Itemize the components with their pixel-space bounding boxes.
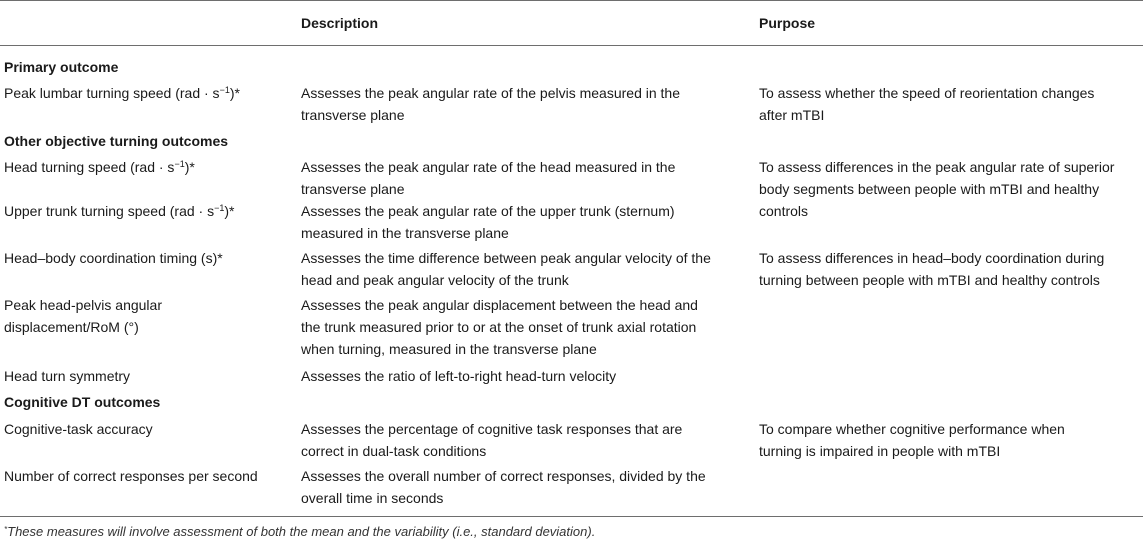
header-rule bbox=[0, 45, 1143, 46]
section-other-turning-outcomes: Other objective turning outcomes bbox=[4, 133, 229, 149]
header-description: Description bbox=[301, 15, 379, 31]
row-upper-trunk-description: Assesses the peak angular rate of the upper trunk (sternum) measured in the transverse plane bbox=[301, 203, 675, 241]
row-upper-trunk-name: Upper trunk turning speed $(rad \cdot s^{-1})*$ bbox=[4, 203, 235, 219]
row-correct-responses-description: Assesses the overall number of correct responses, divided by the overall time in seconds bbox=[301, 468, 706, 506]
table-bottom-rule bbox=[0, 516, 1143, 517]
row-head-turn-symmetry-name: Head turn symmetry bbox=[4, 368, 131, 384]
section-cognitive-dt-outcomes: Cognitive DT outcomes bbox=[4, 394, 161, 410]
row-coordination-description: Assesses the time difference between peak angular velocity of the head and peak angular velocity of the trunk bbox=[301, 250, 711, 288]
row-head-turn-symmetry-description: Assesses the ratio of left-to-right head-turn velocity bbox=[301, 368, 617, 384]
table-top-rule bbox=[0, 0, 1143, 1]
table-footnote: *These measures will involve assessment of both the mean and the variability (i.e., standard deviation). bbox=[4, 524, 596, 539]
row-head-speed-description: Assesses the peak angular rate of the head measured in the transverse plane bbox=[301, 159, 676, 197]
row-cognitive-accuracy-name: Cognitive-task accuracy bbox=[4, 421, 153, 437]
section-primary-outcome: Primary outcome bbox=[4, 59, 119, 75]
row-cognitive-accuracy-description: Assesses the percentage of cognitive task responses that are correct in dual-task conditions bbox=[301, 421, 683, 459]
row-lumbar-description: Assesses the peak angular rate of the pelvis measured in the transverse plane bbox=[301, 85, 680, 123]
row-coordination-purpose: To assess differences in head–body coordination during turning between people with mTBI and healthy controls bbox=[759, 250, 1105, 288]
row-head-speed-name: Head turning speed $(rad \cdot s^{-1})*$ bbox=[4, 159, 195, 175]
row-coordination-name: Head–body coordination timing (s)* bbox=[4, 250, 223, 266]
row-correct-responses-name: Number of correct responses per second bbox=[4, 468, 258, 484]
row-head-speed-purpose: To assess differences in the peak angular rate of superior body segments between people with mTBI and healthy controls bbox=[759, 159, 1115, 219]
row-pelvis-displacement-name: Peak head-pelvis angular displacement/RoM (°) bbox=[4, 297, 162, 335]
header-purpose: Purpose bbox=[759, 15, 816, 31]
row-cognitive-accuracy-purpose: To compare whether cognitive performance when turning is impaired in people with mTBI bbox=[759, 421, 1065, 459]
row-lumbar-purpose: To assess whether the speed of reorientation changes after mTBI bbox=[759, 85, 1095, 123]
row-pelvis-displacement-description: Assesses the peak angular displacement between the head and the trunk measured prior to or at the onset of trunk axial rotation when turning, measured in the transverse plane bbox=[301, 297, 698, 357]
row-lumbar-name: Peak lumbar turning speed $(rad \cdot s^{-1})*$ bbox=[4, 85, 240, 101]
